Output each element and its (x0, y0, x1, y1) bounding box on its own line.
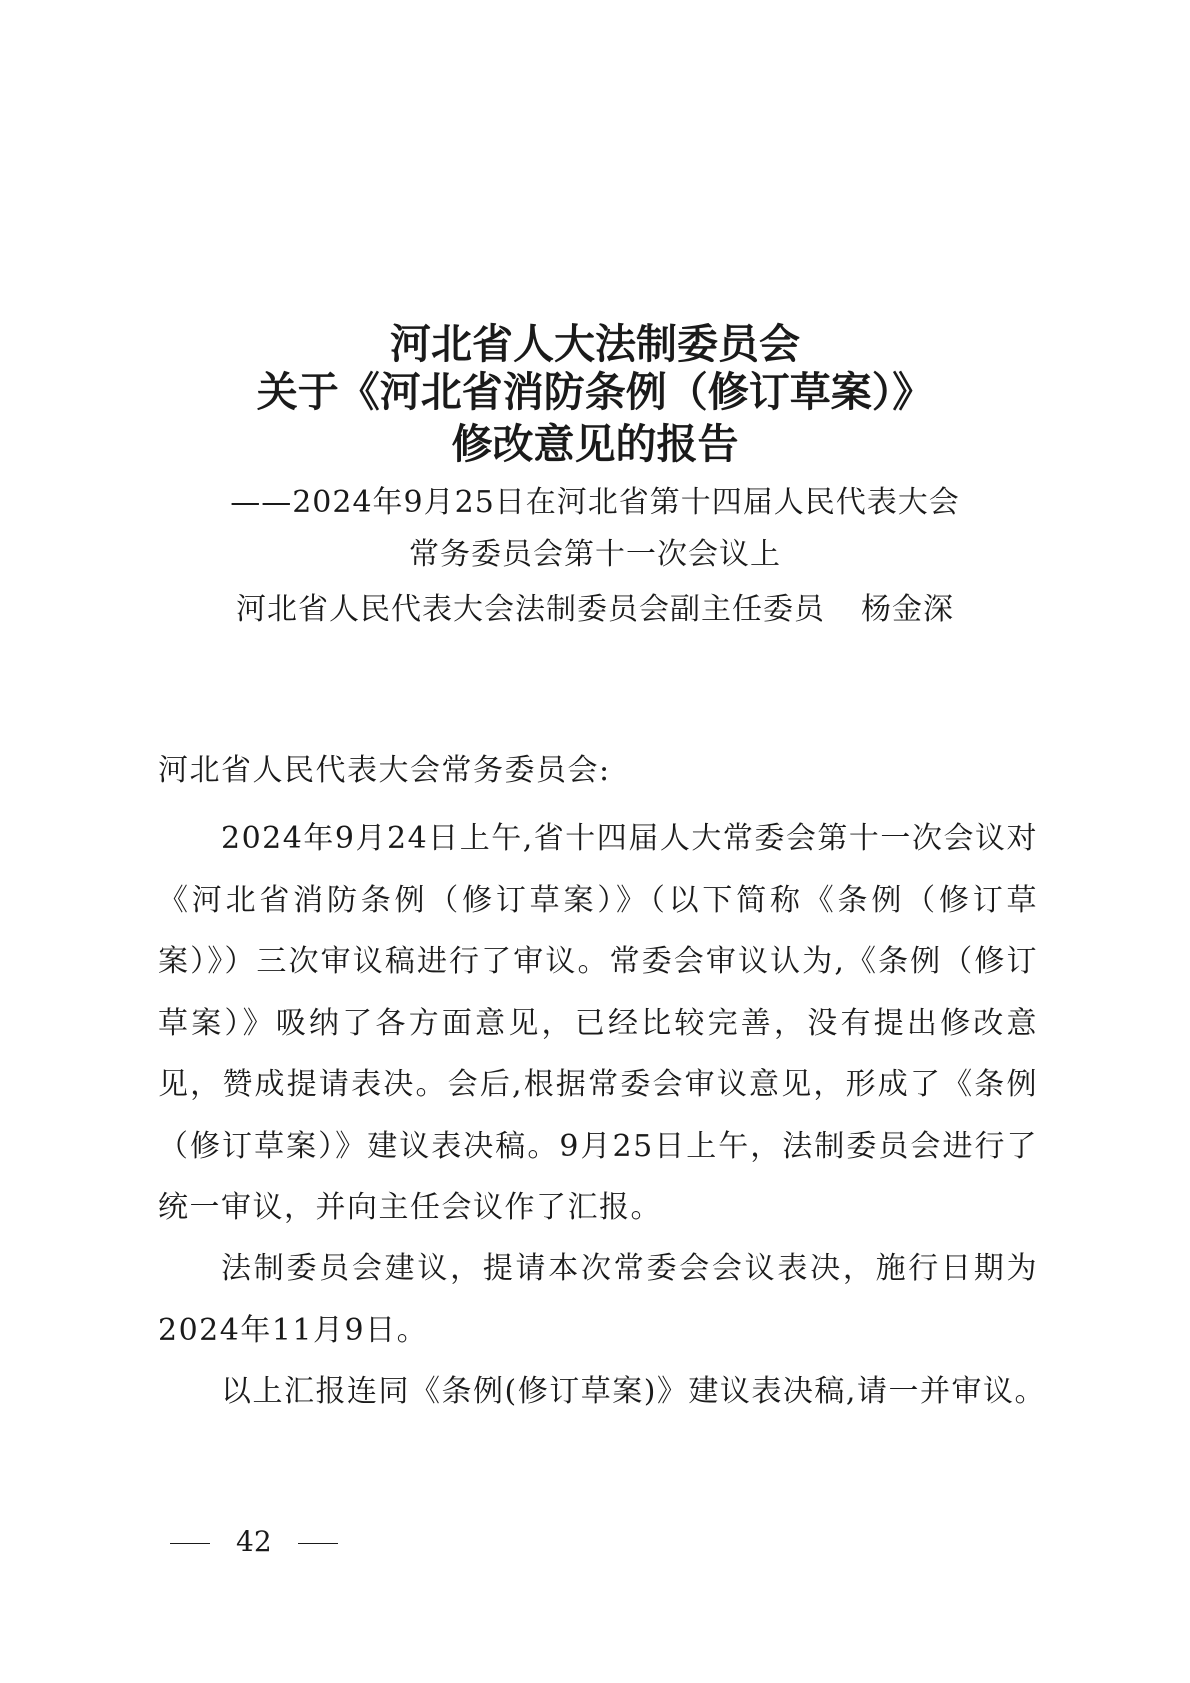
speaker-name: 杨金深 (861, 592, 954, 627)
report-title-line-1: 河北省人大法制委员会 (390, 320, 800, 368)
report-title-line-3: 修改意见的报告 (451, 420, 739, 468)
page-number: 42 (236, 1525, 272, 1558)
salutation: 河北省人民代表大会常务委员会: (158, 753, 611, 788)
speaker-role: 河北省人民代表大会法制委员会副主任委员 (236, 592, 825, 627)
page-number-footer (170, 1524, 338, 1560)
report-subtitle-date-venue: ——2024年9月25日在河北省第十四届人民代表大会 (230, 485, 960, 520)
body-paragraph-1: 2024年9月24日上午,省十四届人大常委会第十一次会议对《河北省消防条例（修订草案）》（以下简称《条例（修订草案）》）三次审议稿进行了审议。常委会审议认为,《条例（修订草案）》吸纳了各方面意见，已经比较完善，没有提出修改意见，赞成提请表决。会后,根据常委会审议意见，形成了《条例（修订草案）》建议表决稿。9月25日上午，法制委员会进行了统一审议，并向主任会议作了汇报。 (158, 821, 1038, 1225)
page-number-dash-right (298, 1543, 338, 1544)
report-title-line-2: 关于《河北省消防条例（修订草案）》 (256, 368, 934, 416)
body-paragraph-3: 以上汇报连同《条例(修订草案)》建议表决稿,请一并审议。 (221, 1374, 1046, 1409)
page-number-dash-left (170, 1543, 210, 1544)
body-paragraph-2: 法制委员会建议，提请本次常委会会议表决，施行日期为2024年11月9日。 (158, 1251, 1038, 1348)
report-subtitle-session: 常务委员会第十一次会议上 (409, 537, 781, 572)
report-speaker (0, 590, 1190, 630)
